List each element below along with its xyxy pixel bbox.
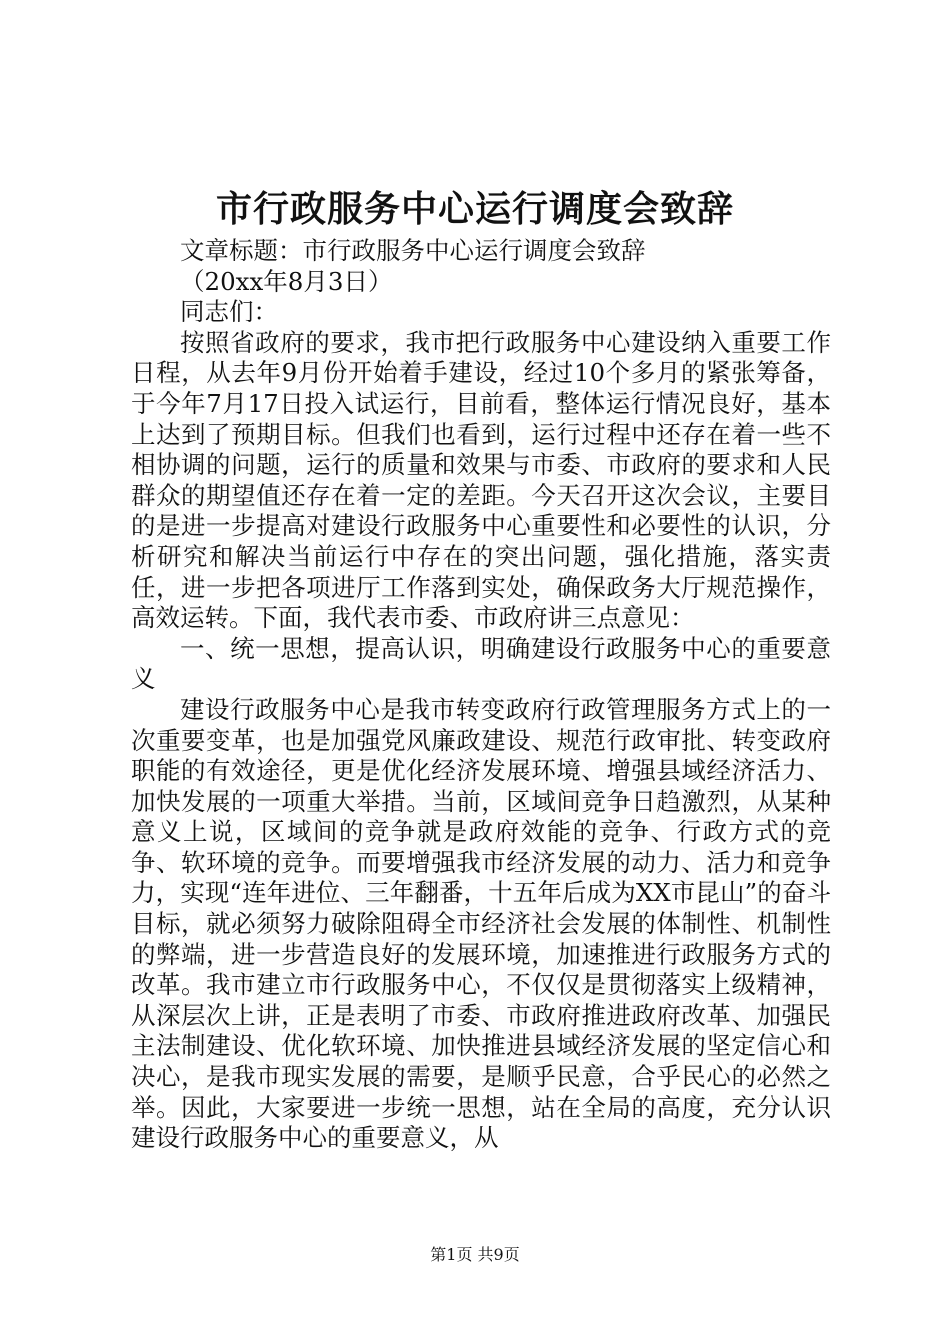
document-title: 市行政服务中心运行调度会致辞 <box>215 188 734 230</box>
paragraph-date: （20xx年8月3日） <box>180 266 393 296</box>
document-body <box>131 236 831 1154</box>
paragraph-intro: 按照省政府的要求，我市把行政服务中心建设纳入重要工作日程，从去年9月份开始着手建设，经过10个多月的紧张筹备，于今年7月17日投入试运行，目前看，整体运行情况良好，基本上达到了预期目标。但我们也看到，运行过程中还存在着一些不相协调的问题，运行的质量和效果与市委、市政府的要求和人民群众的期望值还存在着一定的差距。今天召开这次会议，主要目的是进一步提高对建设行政服务中心重要性和必要性的认识，分析研究和解决当前运行中存在的突出问题，强化措施，落实责任，进一步把各项进厅工作落到实处，确保政务大厅规范操作，高效运转。下面，我代表市委、市政府讲三点意见： <box>131 327 831 633</box>
section-heading-1: 一、统一思想，提高认识，明确建设行政服务中心的重要意义 <box>131 633 831 694</box>
paragraph-section-1: 建设行政服务中心是我市转变政府行政管理服务方式上的一次重要变革，也是加强党风廉政建设、规范行政审批、转变政府职能的有效途径，更是优化经济发展环境、增强县域经济活力、加快发展的一项重大举措。当前，区域间竞争日趋激烈，从某种意义上说，区域间的竞争就是政府效能的竞争、行政方式的竞争、软环境的竞争。而要增强我市经济发展的动力、活力和竞争力，实现“连年进位、三年翻番，十五年后成为XX市昆山”的奋斗目标，就必须努力破除阻碍全市经济社会发展的体制性、机制性的弊端，进一步营造良好的发展环境，加速推进行政服务方式的改革。我市建立市行政服务中心，不仅仅是贯彻落实上级精神，从深层次上讲，正是表明了市委、市政府推进政府改革、加强民主法制建设、优化软环境、加快推进县域经济发展的坚定信心和决心，是我市现实发展的需要，是顺乎民意，合乎民心的必然之举。因此，大家要进一步统一思想，站在全局的高度，充分认识建设行政服务中心的重要意义，从 <box>131 694 831 1153</box>
paragraph-article-title: 文章标题：市行政服务中心运行调度会致辞 <box>180 236 646 265</box>
page-footer: 第1页 共9页 <box>430 1245 520 1264</box>
paragraph-salutation: 同志们： <box>180 297 278 327</box>
